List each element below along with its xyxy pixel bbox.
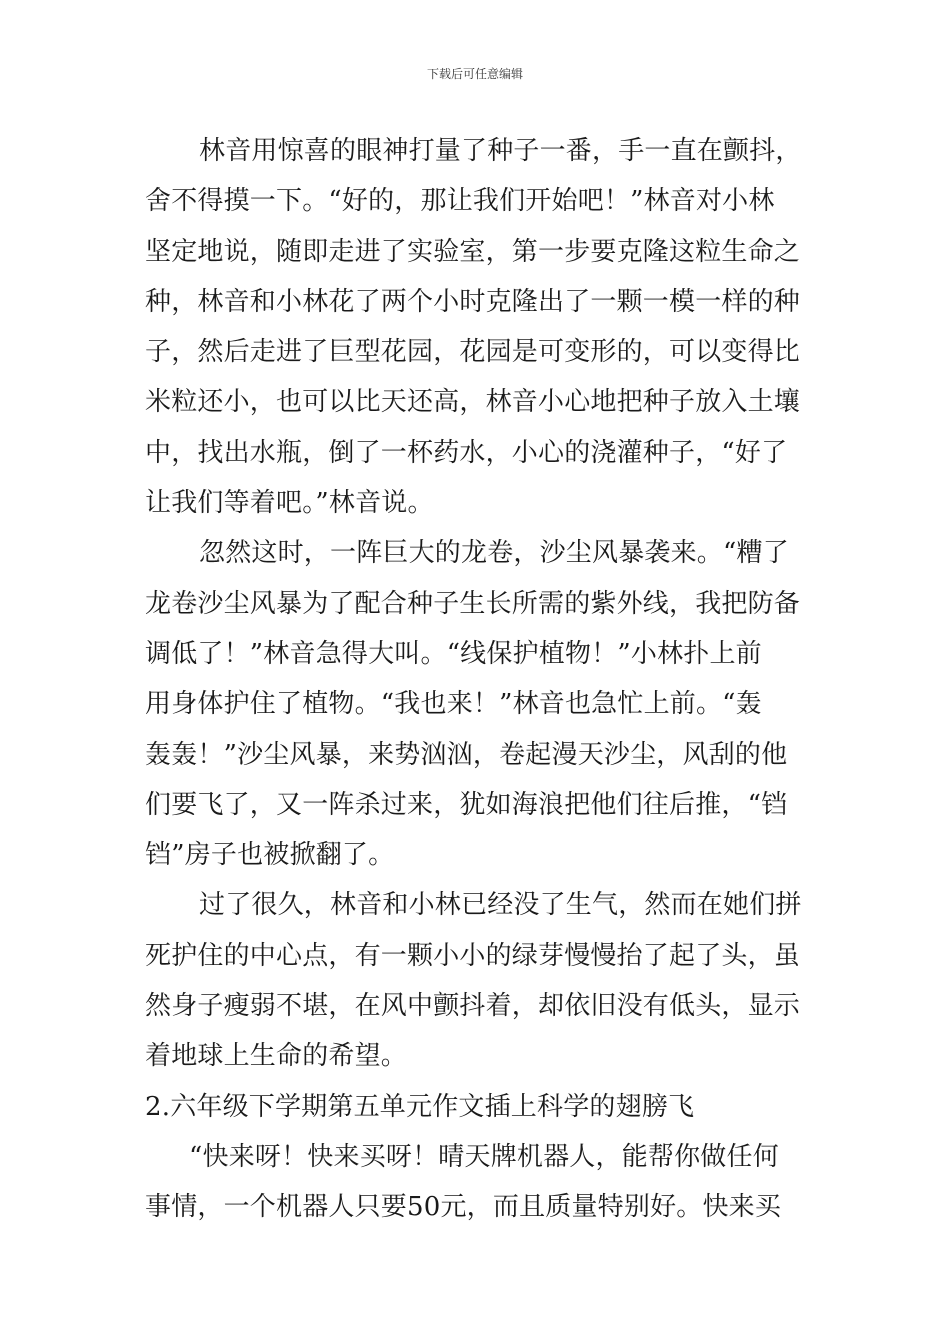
paragraph-line: 着地球上生命的希望。 — [145, 1041, 408, 1072]
paragraph-line: 忽然这时，一阵巨大的龙卷，沙尘风暴袭来。“糟了 — [199, 538, 789, 569]
paragraph-line: “快来呀！快来买呀！晴天牌机器人，能帮你做任何 — [189, 1141, 779, 1172]
paragraph-line: 们要飞了，又一阵杀过来，犹如海浪把他们往后推，“铛 — [145, 789, 788, 820]
paragraph-line: 用身体护住了植物。“我也来！”林音也急忙上前。“轰 — [145, 689, 762, 720]
paragraph-line: 然身子瘦弱不堪，在风中颤抖着，却依旧没有低头，显示 — [145, 991, 801, 1022]
paragraph-line: 死护住的中心点，有一颗小小的绿芽慢慢抬了起了头，虽 — [145, 940, 801, 971]
paragraph-line: 铛”房子也被掀翻了。 — [145, 840, 395, 871]
paragraph-line: 事情，一个机器人只要50元，而且质量特别好。快来买 — [145, 1192, 782, 1223]
paragraph-line: 龙卷沙尘风暴为了配合种子生长所需的紫外线，我把防备 — [145, 588, 801, 619]
paragraph-line: 轰轰！”沙尘风暴，来势汹汹，卷起漫天沙尘，风刮的他 — [145, 739, 788, 770]
page-header: 下载后可任意编辑 — [426, 67, 523, 81]
paragraph-line: 林音用惊喜的眼神打量了种子一番，手一直在颤抖， — [199, 136, 802, 166]
paragraph-line: 让我们等着吧。”林音说。 — [145, 488, 434, 519]
paragraph-line: 子，然后走进了巨型花园，花园是可变形的，可以变得比 — [145, 337, 801, 368]
section-heading: 2.六年级下学期第五单元作文插上科学的翅膀飞 — [145, 1091, 695, 1122]
paragraph-line: 过了很久，林音和小林已经没了生气，然而在她们拼 — [199, 890, 802, 921]
paragraph-line: 种，林音和小林花了两个小时克隆出了一颗一模一样的种 — [145, 286, 801, 317]
paragraph-line: 中，找出水瓶，倒了一杯药水，小心的浇灌种子，“好了 — [145, 437, 788, 468]
document-body — [145, 126, 810, 1233]
paragraph-line: 坚定地说，随即走进了实验室，第一步要克隆这粒生命之 — [145, 236, 801, 267]
paragraph-line: 调低了！”林音急得大叫。“线保护植物！”小林扑上前 — [145, 638, 762, 669]
paragraph-line: 米粒还小，也可以比天还高，林音小心地把种子放入土壤 — [145, 387, 801, 418]
paragraph-line: 舍不得摸一下。“好的，那让我们开始吧！”林音对小林 — [145, 186, 775, 217]
